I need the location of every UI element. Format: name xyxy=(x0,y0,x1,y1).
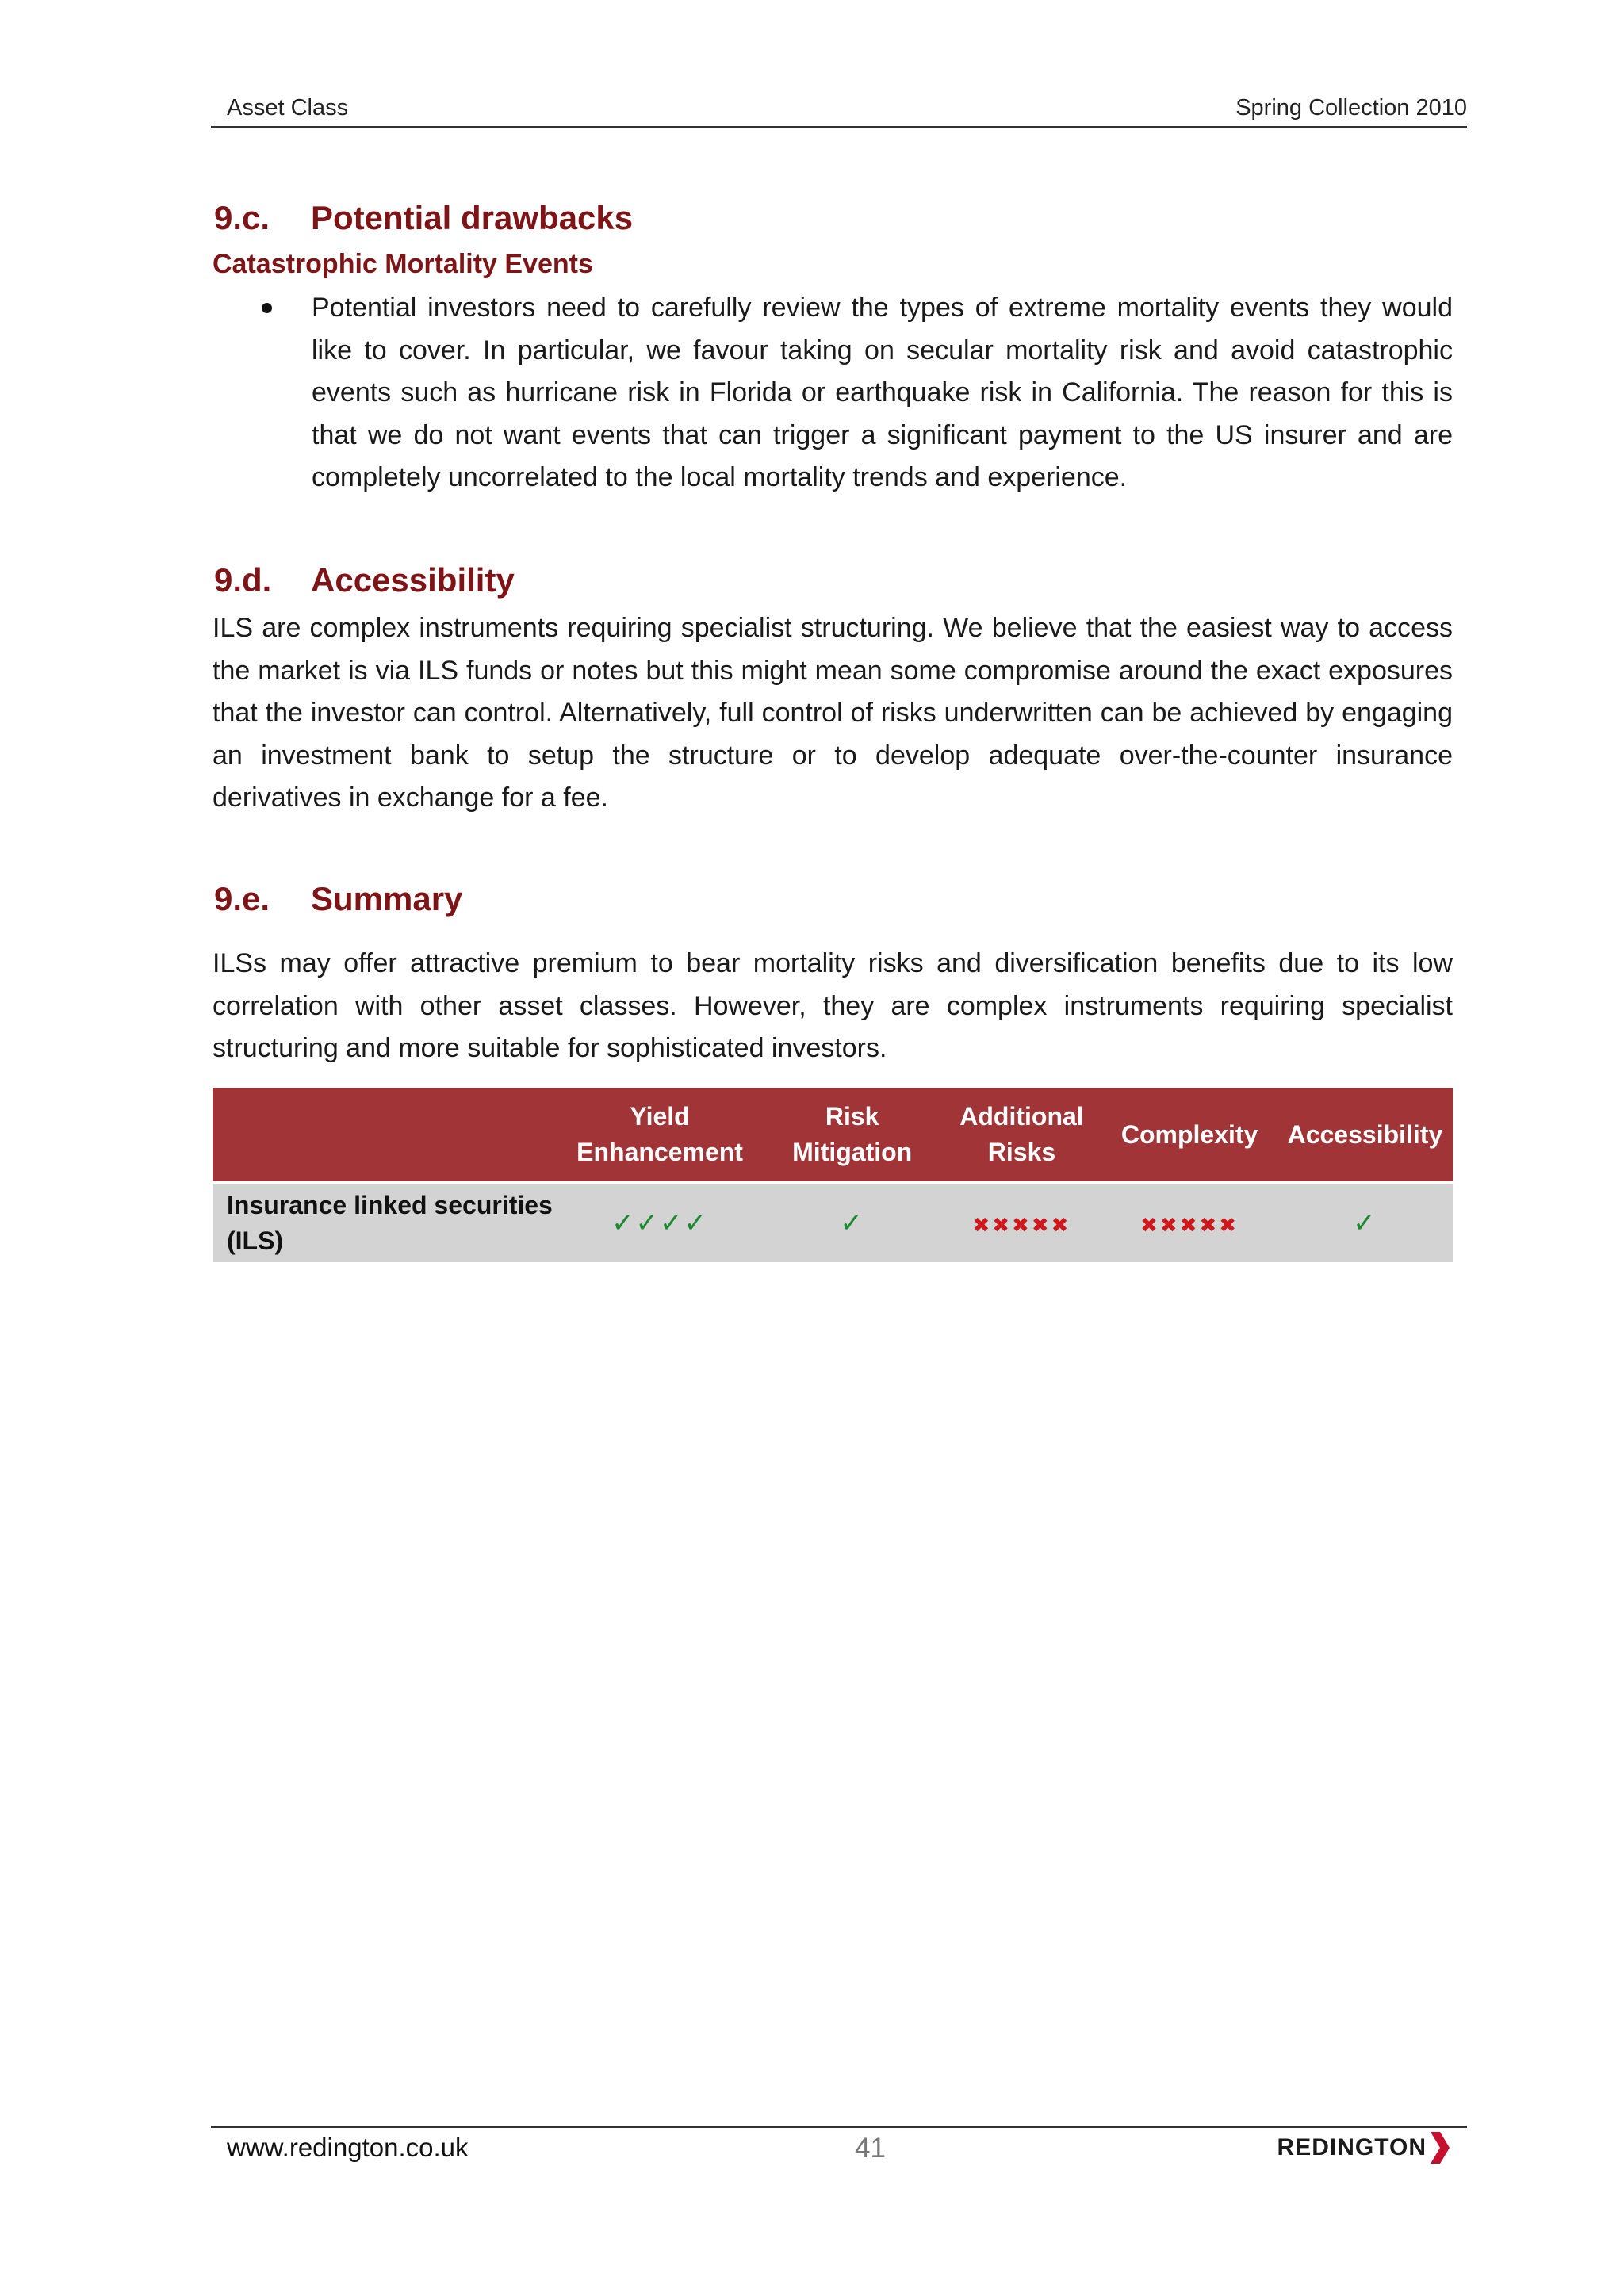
header-yield-enhancement: Yield Enhancement xyxy=(557,1088,762,1183)
summary-paragraph: ILSs may offer attractive premium to bear mortality risks and diversification benefits due to its low correlation with other asset classes. However, they are complex instruments requiring specialist structuring and more suitable for sophisticated investors. xyxy=(213,948,1453,1063)
section-heading-summary xyxy=(214,880,462,918)
check-icon: ✓✓✓✓ xyxy=(611,1208,709,1238)
subheading-catastrophic: Catastrophic Mortality Events xyxy=(213,249,593,279)
footer-url[interactable]: www.redington.co.uk xyxy=(227,2133,469,2162)
section-title: Potential drawbacks xyxy=(311,199,634,236)
check-icon: ✓ xyxy=(1353,1208,1377,1238)
section-number: 9.c. xyxy=(214,199,270,236)
summary-table xyxy=(213,1088,1453,1262)
header-right: Spring Collection 2010 xyxy=(1235,95,1467,121)
bullet-list xyxy=(262,287,1453,499)
header-accessibility: Accessibility xyxy=(1277,1088,1453,1183)
cross-icon: ✖✖✖✖✖ xyxy=(972,1212,1071,1237)
redington-logo xyxy=(1277,2132,1450,2164)
row-label: Insurance linked securities (ILS) xyxy=(213,1183,557,1262)
cell-risk xyxy=(763,1183,942,1262)
section-title: Summary xyxy=(311,880,463,917)
header-risk-mitigation: Risk Mitigation xyxy=(763,1088,942,1183)
section-number: 9.d. xyxy=(214,561,272,599)
header-left: Asset Class xyxy=(227,95,349,121)
cell-yield xyxy=(557,1183,762,1262)
section-heading-accessibility xyxy=(214,561,515,599)
section-heading-drawbacks xyxy=(214,199,633,237)
header-rule xyxy=(211,126,1467,128)
section-title: Accessibility xyxy=(311,561,515,599)
table-row xyxy=(213,1183,1453,1262)
bullet-icon xyxy=(262,303,272,313)
table-header-row xyxy=(213,1088,1453,1183)
cell-additional xyxy=(942,1183,1102,1262)
page-number: 41 xyxy=(855,2133,886,2164)
header-empty xyxy=(213,1088,557,1183)
logo-text: REDINGTON xyxy=(1277,2134,1427,2160)
header-complexity: Complexity xyxy=(1101,1088,1277,1183)
section-number: 9.e. xyxy=(214,880,270,917)
chevron-right-icon xyxy=(1429,2132,1450,2164)
header-additional-risks: Additional Risks xyxy=(942,1088,1102,1183)
accessibility-paragraph: ILS are complex instruments requiring specialist structuring. We believe that the easiest way to access the market is via ILS funds or notes but this might mean some compromise around the exact exposures that the investor can control. Alternatively, full control of risks underwritten can be achieved by engaging an investment bank to setup the structure or to develop adequate over-the-counter insurance derivatives in exchange for a fee. xyxy=(213,613,1453,813)
bullet-item: Potential investors need to carefully review the types of extreme mortality events they would like to cover. In particular, we favour taking on secular mortality risk and avoid catastrophic events such as hurricane risk in Florida or earthquake risk in California. The reason for this is that we do not want events that can trigger a significant payment to the US insurer and are completely uncorrelated to the local mortality trends and experience. xyxy=(312,293,1453,492)
check-icon: ✓ xyxy=(840,1208,864,1238)
footer-rule xyxy=(211,2126,1467,2128)
cell-complexity xyxy=(1101,1183,1277,1262)
cross-icon: ✖✖✖✖✖ xyxy=(1140,1212,1239,1237)
cell-accessibility xyxy=(1277,1183,1453,1262)
